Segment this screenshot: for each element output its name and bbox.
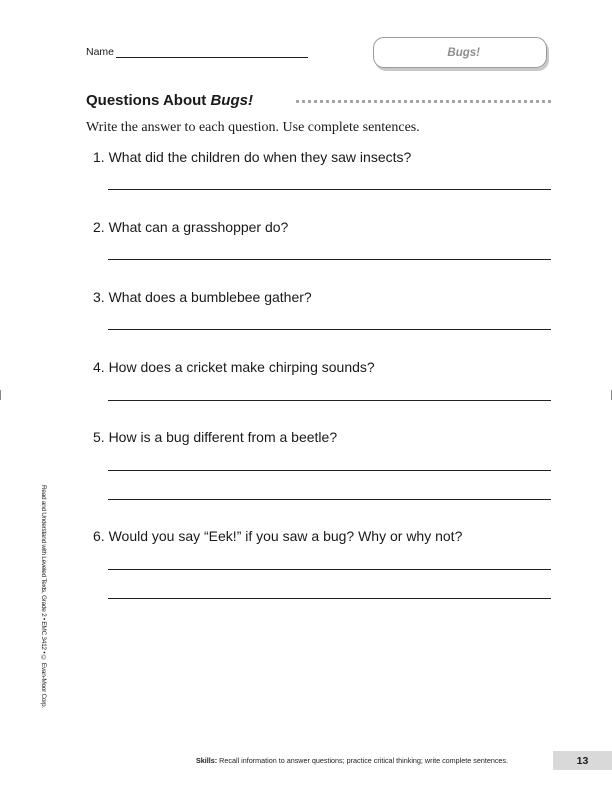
question-1: 1. What did the children do when they saw insects? — [93, 149, 412, 165]
answer-line-3[interactable] — [108, 329, 551, 330]
heading-italic: Bugs! — [210, 92, 253, 109]
title-box-text: Bugs! — [447, 46, 480, 59]
question-3: 3. What does a bumblebee gather? — [93, 289, 312, 305]
answer-line-2[interactable] — [108, 259, 551, 260]
answer-line-1[interactable] — [108, 189, 551, 190]
instructions: Write the answer to each question. Use complete sentences. — [86, 120, 420, 135]
question-4: 4. How does a cricket make chirping sounds? — [93, 359, 375, 375]
name-field-line[interactable] — [116, 57, 308, 58]
section-heading — [86, 92, 253, 109]
page-number: 13 — [553, 751, 612, 770]
answer-line-6a[interactable] — [108, 569, 551, 570]
name-label: Name — [86, 46, 115, 58]
skills-label: Skills: — [196, 756, 218, 765]
heading-dotted-rule — [296, 100, 551, 103]
side-credit: Read and Understand with Leveled Texts, Grade 2 • EMC 3412 • © Evan-Moor Corp. — [40, 485, 47, 708]
answer-line-5a[interactable] — [108, 470, 551, 471]
answer-line-6b[interactable] — [108, 598, 551, 599]
question-5: 5. How is a bug different from a beetle? — [93, 429, 338, 445]
heading-main: Questions About — [86, 92, 211, 109]
crop-mark-left — [0, 390, 1, 400]
question-2: 2. What can a grasshopper do? — [93, 219, 289, 235]
answer-line-4[interactable] — [108, 400, 551, 401]
question-6: 6. Would you say “Eek!” if you saw a bug? Why or why not? — [93, 528, 463, 544]
skills-text: Recall information to answer questions; practice critical thinking; write complete sentences. — [217, 756, 509, 765]
answer-line-5b[interactable] — [108, 499, 551, 500]
title-box — [373, 37, 547, 68]
footer-skills — [196, 756, 508, 765]
